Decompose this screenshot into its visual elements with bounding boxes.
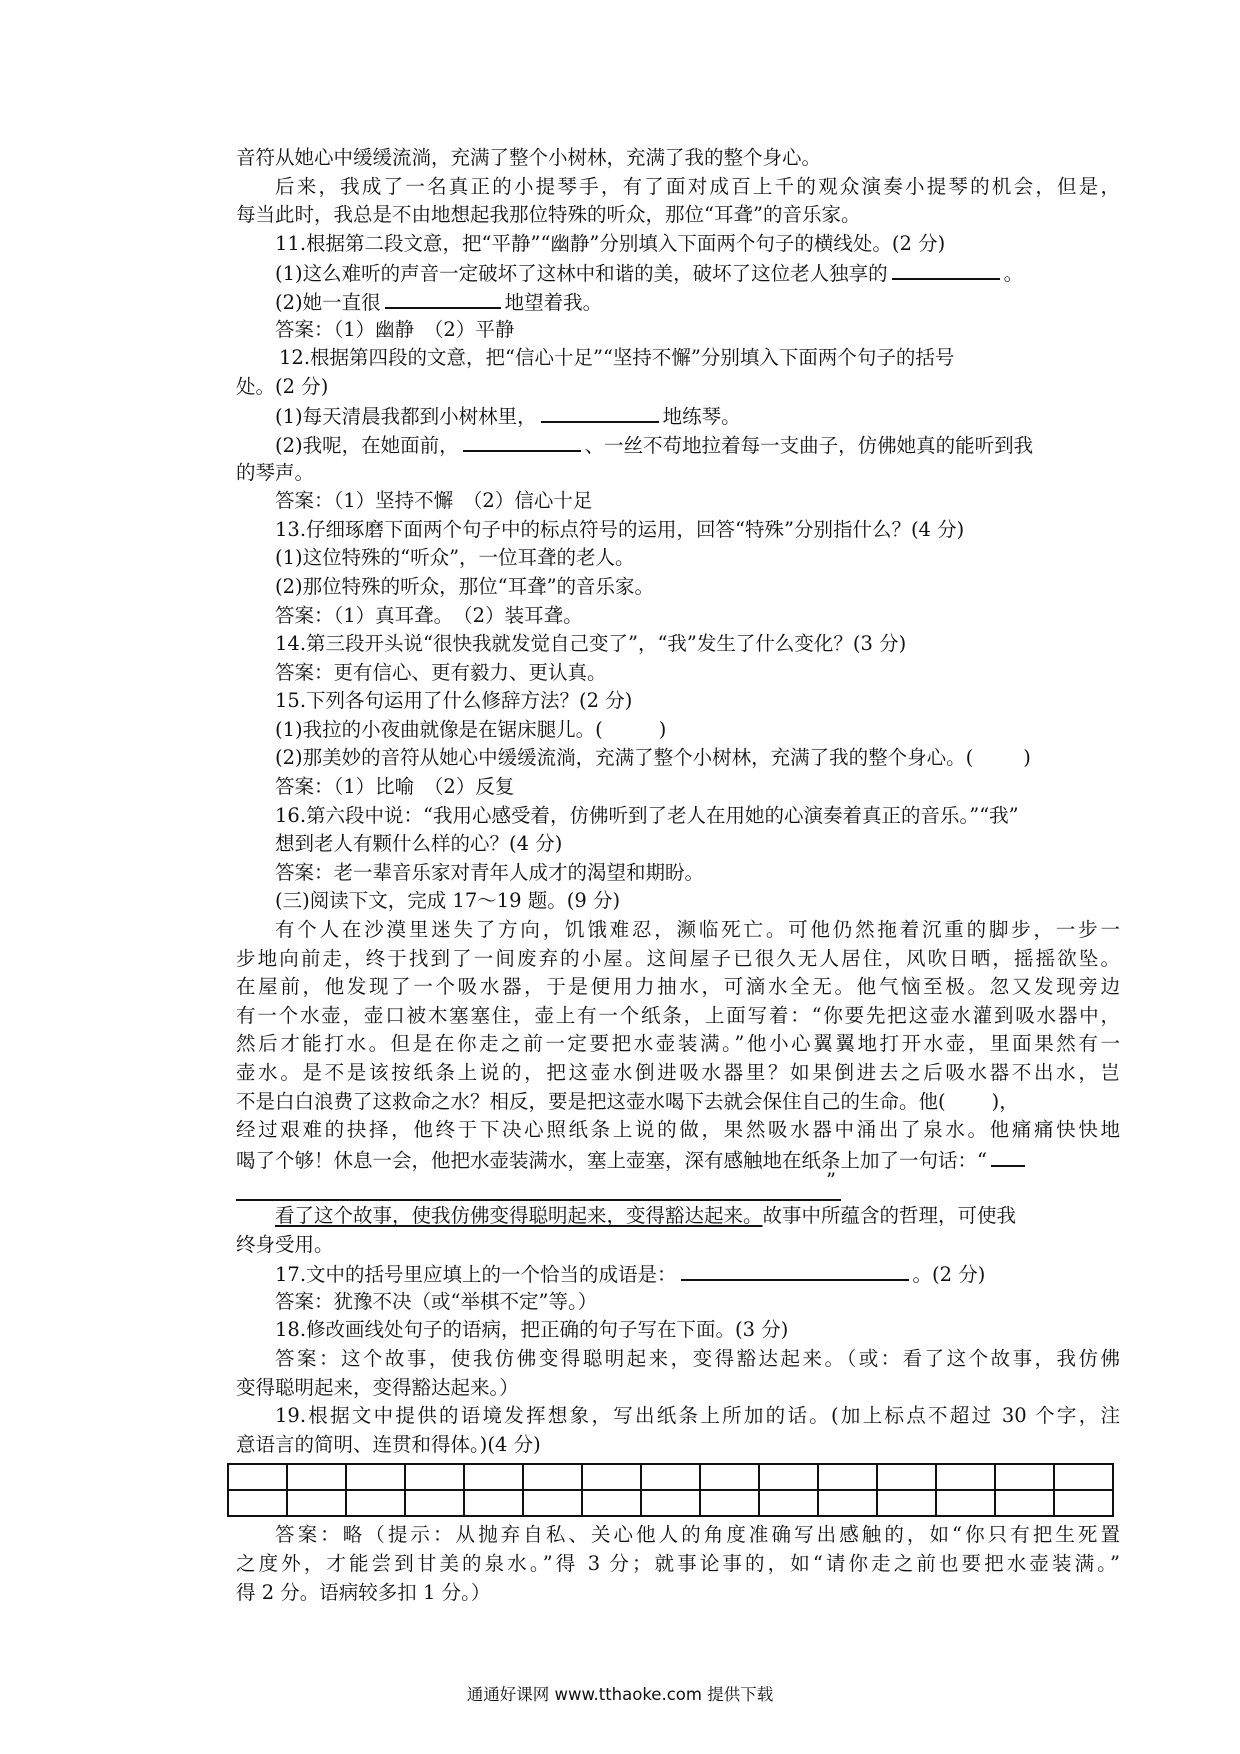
question-text: (2)那美妙的音符从她心中缓缓流淌，充满了整个小树林，充满了我的整个身心。( [275,746,974,770]
grid-cell [228,1464,287,1490]
text-line: (2)那位特殊的听众，那位“耳聋”的音乐家。 [275,574,655,598]
question-text: (1)这么难听的声音一定破坏了这林中和谐的美，破坏了这位老人独享的 [275,262,888,286]
question-line [236,1259,1120,1288]
underlined-sentence: 看了这个故事，使我仿佛变得聪明起来，变得豁达起来。 [275,1203,763,1227]
answer-line: 答案：（1）幽静 （2）平静 [275,317,515,341]
passage-line: 步地向前走，终于找到了一间废弃的小屋。这间屋子已很久无人居住，风吹日晒，摇摇欲坠。 [236,946,1120,970]
passage-line: 然后才能打水。但是在你走之前一定要把水壶装满。”他小心翼翼地打开水壶，里面果然有一 [236,1032,1120,1056]
question-text: (2)她一直很 [275,290,381,314]
text-line: 音符从她心中缓缓流淌，充满了整个小树林，充满了我的整个身心。 [236,146,822,169]
answer-blank [463,430,581,452]
grid-cell [995,1490,1054,1516]
grid-cell [523,1490,582,1516]
grid-cell [464,1464,523,1490]
punct: ” [826,1169,836,1193]
punct: )， [991,1089,1019,1113]
grid-cell [759,1464,818,1490]
text-line: 每当此时，我总是不由地想起我那位特殊的听众，那位“耳聋”的音乐家。 [236,203,861,227]
question-14: 14.第三段开头说“很快我就发觉自己变了”，“我”发生了什么变化？(3 分) [275,632,907,656]
question-text: (2)我呢，在她面前， [275,433,459,457]
grid-cell [405,1464,464,1490]
text-line: 后来，我成了一名真正的小提琴手，有了面对成百上千的观众演奏小提琴的机会，但是， [275,174,1120,198]
passage-text: 故事中所蕴含的哲理，可使我 [762,1203,1017,1227]
text-line: 的琴声。 [236,460,315,484]
passage-line [236,1088,1120,1117]
answer-line: 答案：犹豫不决（或“举棋不定”等。） [275,1289,598,1313]
grid-row [228,1464,1113,1490]
passage-line [236,1169,1120,1202]
grid-cell [582,1464,641,1490]
grid-cell [1054,1464,1113,1490]
grid-cell [641,1490,700,1516]
grid-cell [641,1464,700,1490]
text-line: 想到老人有颗什么样的心？(4 分) [275,832,563,856]
question-text: 。(2 分) [912,1263,986,1287]
grid-cell [877,1490,936,1516]
question-11: 11.根据第二段文意，把“平静”“幽静”分别填入下面两个句子的横线处。(2 分) [275,231,946,255]
question-15: 15.下列各句运用了什么修辞方法？(2 分) [275,689,633,713]
answer-line: 答案：老一辈音乐家对青年人成才的渴望和期盼。 [275,860,705,884]
question-text: 地练琴。 [662,405,741,429]
passage-line: 终身受用。 [236,1232,334,1256]
question-19: 19.根据文中提供的语境发挥想象，写出纸条上所加的话。(加上标点不超过 30 个字，注 [275,1404,1120,1428]
grid-row [228,1490,1113,1516]
grid-cell [346,1464,405,1490]
passage-text: 喝了个够！休息一会，他把水壶装满水，塞上壶塞，深有感触地在纸条上加了一句话：“ [236,1148,987,1172]
grid-cell [818,1464,877,1490]
question-text: 地望着我。 [504,290,603,314]
answer-blank [991,1145,1025,1167]
punct: ) [658,717,667,741]
answer-line: 答案：这个故事，使我仿佛变得聪明起来，变得豁达起来。（或：看了这个故事，我仿佛 [275,1346,1120,1370]
question-18: 18.修改画线处句子的语病，把正确的句子写在下面。(3 分) [275,1318,789,1342]
grid-cell [346,1490,405,1516]
grid-cell [995,1464,1054,1490]
document-body [236,144,1120,1607]
question-text: (1)我拉的小夜曲就像是在锯床腿儿。( [275,717,603,741]
answer-line: 答案：（1）坚持不懈 （2）信心十足 [275,489,593,513]
answer-line: 之度外，才能尝到甘美的泉水。”得 3 分；就事论事的，如“请你走之前也要把水壶装满。” [236,1551,1120,1575]
question-text: (1)每天清晨我都到小树林里， [275,405,537,429]
answer-blank [385,287,501,309]
grid-cell [818,1490,877,1516]
question-line [236,401,1120,430]
answer-blank-line [236,1173,841,1201]
passage-line: 在屋前，他发现了一个吸水器，于是便用力抽水，可滴水全无。他气恼至极。忽又发现旁边 [236,975,1120,999]
question-13: 13.仔细琢磨下面两个句子中的标点符号的运用，回答“特殊”分别指什么？(4 分) [275,517,965,541]
grid-cell [287,1490,346,1516]
answer-blank [541,401,659,423]
grid-cell [877,1464,936,1490]
question-line [236,744,1120,773]
grid-cell [700,1464,759,1490]
grid-cell [582,1490,641,1516]
grid-cell [936,1464,995,1490]
passage-line: 有一个水壶，壶口被木塞塞住，壶上有一个纸条，上面写着：“你要先把这壶水灌到吸水器中， [236,1003,1120,1027]
question-16: 16.第六段中说：“我用心感受着，仿佛听到了老人在用她的心演奏着真正的音乐。”“我” [275,803,1019,827]
punct: ) [1023,746,1031,770]
question-text: 、一丝不苟地拉着每一支曲子，仿佛她真的能听到我 [584,433,1034,457]
passage-line [236,1145,1120,1174]
answer-line: 答案：（1）真耳聋。 （2）装耳聋。 [275,603,583,627]
answer-line: 答案：略（提示：从抛弃自私、关心他人的角度准确写出感触的，如“你只有把生死置 [275,1523,1120,1547]
question-line [236,430,1120,459]
grid-cell [228,1490,287,1516]
passage-line: 有个人在沙漠里迷失了方向，饥饿难忍，濒临死亡。可他仍然拖着沉重的脚步，一步一 [275,918,1120,942]
question-line [236,258,1120,287]
question-line [236,716,1120,745]
question-12: 12.根据第四段的文意，把“信心十足”“坚持不懈”分别填入下面两个句子的括号 [279,346,955,370]
answer-grid [227,1463,1114,1517]
answer-line: 得 2 分。语病较多扣 1 分。） [236,1580,491,1604]
answer-blank [892,258,1000,280]
answer-blank [681,1259,909,1281]
grid-cell [464,1490,523,1516]
grid-cell [287,1464,346,1490]
answer-line: 答案：（1）比喻 （2）反复 [275,775,515,799]
grid-cell [936,1490,995,1516]
grid-cell [700,1490,759,1516]
answer-line: 答案：更有信心、更有毅力、更认真。 [275,660,607,684]
page-footer: 通通好课网 www.tthaoke.com 提供下载 [466,1685,774,1704]
answer-line: 变得聪明起来，变得豁达起来。） [236,1375,519,1399]
grid-cell [759,1490,818,1516]
passage-line: 壶水。是不是该按纸条上说的，把这壶水倒进吸水器里？如果倒进去之后吸水器不出水，岂 [236,1061,1120,1084]
grid-cell [1054,1490,1113,1516]
punct: 。 [1003,262,1024,286]
question-text: 17.文中的括号里应填上的一个恰当的成语是： [275,1263,677,1287]
passage-line: 经过艰难的抉择，他终于下决心照纸条上说的做，果然吸水器中涌出了泉水。他痛痛快快地 [236,1118,1120,1142]
grid-cell [523,1464,582,1490]
passage-text: 不是白白浪费了这救命之水？相反，要是把这壶水喝下去就会保住自己的生命。他( [236,1089,946,1113]
section-heading: (三)阅读下文，完成 17～19 题。(9 分) [275,889,621,913]
text-line: 意语言的简明、连贯和得体。)(4 分) [236,1432,541,1456]
passage-line [236,1202,1120,1231]
text-line: (1)这位特殊的“听众”，一位耳聋的老人。 [275,546,635,570]
text-line: 处。(2 分) [236,374,329,398]
question-line [236,287,1120,316]
grid-cell [405,1490,464,1516]
